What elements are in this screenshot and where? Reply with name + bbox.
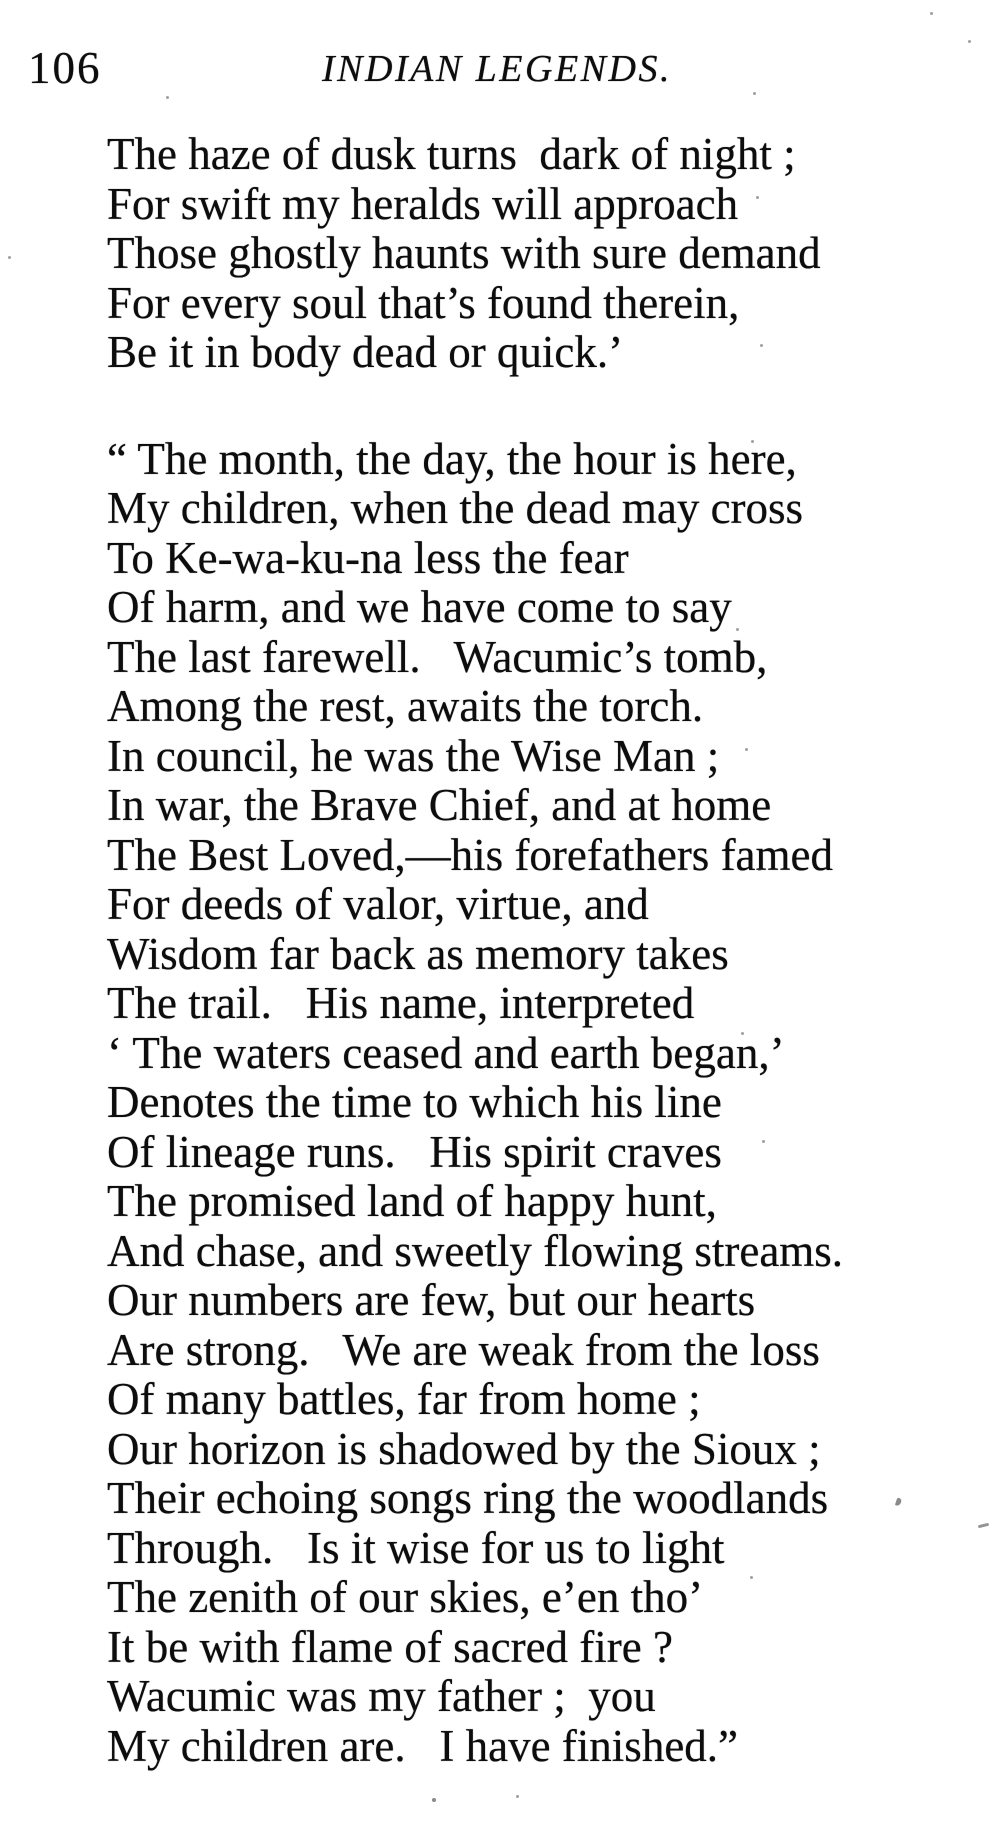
poem-line: For deeds of valor, virtue, and	[107, 879, 649, 929]
poem-line: The zenith of our skies, e’en tho’	[107, 1572, 704, 1622]
poem-line: “ The month, the day, the hour is here,	[107, 433, 797, 484]
poem-line: The haze of dusk turns dark of night ;	[107, 129, 796, 179]
poem-line: In council, he was the Wise Man ;	[107, 730, 720, 781]
scan-speck	[741, 1032, 744, 1035]
scan-speck	[736, 628, 739, 631]
scan-speck	[745, 748, 748, 751]
scan-speck	[895, 1497, 902, 1506]
scan-speck	[756, 196, 759, 199]
page-number: 106	[28, 43, 102, 93]
scan-speck	[746, 1262, 749, 1265]
scan-speck	[8, 256, 11, 259]
poem-line: Through. Is it wise for us to light	[107, 1522, 725, 1573]
poem-line: Their echoing songs ring the woodlands	[107, 1473, 829, 1523]
poem-line: Are strong. We are weak from the loss	[107, 1324, 820, 1375]
poem-line: In war, the Brave Chief, and at home	[107, 780, 772, 830]
poem-line: Those ghostly haunts with sure demand	[107, 228, 821, 278]
stanza-1	[107, 130, 843, 378]
scan-speck	[760, 344, 763, 347]
poem-line: The Best Loved,—his forefathers famed	[107, 829, 833, 880]
poem-line: Be it in body dead or quick.’	[107, 327, 624, 377]
scan-speck	[762, 1140, 765, 1143]
poem-line: My children are. I have finished.”	[107, 1720, 739, 1771]
scan-speck	[738, 262, 741, 265]
poem-line: For swift my heralds will approach	[107, 178, 739, 229]
scan-speck	[516, 1795, 519, 1798]
poem-line: My children, when the dead may cross	[107, 483, 804, 533]
poem-line: Of lineage runs. His spirit craves	[107, 1126, 722, 1177]
scan-speck	[750, 1576, 753, 1579]
poem-line: Of many battles, far from home ;	[107, 1374, 701, 1424]
running-head-title: INDIAN LEGENDS.	[322, 48, 672, 90]
scan-speck	[758, 868, 761, 871]
scan-speck	[968, 40, 971, 43]
poem-line: The trail. His name, interpreted	[107, 978, 695, 1028]
poem-line: ‘ The waters ceased and earth began,’	[107, 1027, 785, 1078]
scan-speck	[432, 1798, 436, 1802]
poem-line: Denotes the time to which his line	[107, 1077, 722, 1127]
poem-line: To Ke-wa-ku-na less the fear	[107, 532, 629, 583]
poem-line: Wacumic was my father ; you	[107, 1671, 656, 1721]
poem-line: Of harm, and we have come to say	[107, 582, 732, 632]
poem-line: Among the rest, awaits the torch.	[107, 681, 704, 731]
poem-line: For every soul that’s found therein,	[107, 277, 740, 328]
scan-speck	[930, 12, 933, 15]
poem-body	[107, 130, 843, 1771]
poem-line: It be with flame of sacred fire ?	[107, 1621, 673, 1672]
poem-line: Wisdom far back as memory takes	[107, 928, 729, 979]
stanza-2	[107, 435, 843, 1772]
scan-speck	[978, 1523, 989, 1529]
scan-speck	[753, 92, 756, 95]
poem-line: The promised land of happy hunt,	[107, 1176, 717, 1226]
poem-line: Our numbers are few, but our hearts	[107, 1275, 756, 1325]
poem-line: Our horizon is shadowed by the Sioux ;	[107, 1423, 821, 1474]
poem-line: And chase, and sweetly flowing streams.	[107, 1225, 844, 1276]
scan-speck	[166, 96, 169, 99]
scan-speck	[751, 440, 754, 443]
poem-line: The last farewell. Wacumic’s tomb,	[107, 631, 768, 682]
